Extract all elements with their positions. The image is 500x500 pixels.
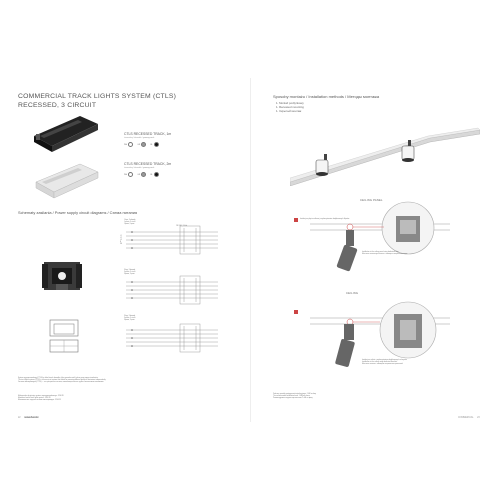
product-1-info xyxy=(124,132,171,147)
ceiling-panel-detail xyxy=(290,200,476,292)
ceiling-detail xyxy=(290,296,476,388)
diagram-3-line: 3 fazy, 3 obwody xyxy=(124,316,136,317)
white-swatch xyxy=(128,142,133,147)
footer-right xyxy=(458,417,480,419)
brand-logo: nowodvorski xyxy=(24,417,39,419)
wire-label: PE xyxy=(120,244,123,246)
panel-note-line: Монтаж в потолочную панель с помощью специальных клипс. xyxy=(362,254,409,256)
install-note-line: Рекомендуемая нагрузка при монтаже: 1 кВт на фазу xyxy=(273,398,313,400)
panel-note-line: Installation in the ceiling panel using dedicated clips. xyxy=(362,252,399,253)
black-swatch xyxy=(154,172,159,177)
ceiling-label: CEILING xyxy=(346,292,359,295)
diagram-1-line: 1 фаза, 3 цепи xyxy=(124,224,135,226)
color-label: GR xyxy=(137,173,141,176)
ceiling-note-line: Instalacja w suficie z wykorzystaniem dedykowanych uchwytów. xyxy=(362,360,408,361)
left-page-number: 22 xyxy=(18,417,21,419)
wire-labels xyxy=(120,236,122,246)
product-2-name: CTLS RECESSED TRACK, 2m xyxy=(124,162,172,166)
method-line: 1. Скрытый монтаж xyxy=(276,108,302,113)
limit-line: Максимальная нагрузка системы шинопроводов : 3200 W xyxy=(18,400,61,402)
ceiling-notes xyxy=(362,360,407,367)
diagram-2-caption xyxy=(124,270,135,276)
product-2-info xyxy=(124,162,171,177)
gray-swatch xyxy=(141,142,146,147)
footer-left xyxy=(18,417,38,419)
installation-load-notes xyxy=(273,394,316,401)
ceiling-panel-label: CEILING PANEL xyxy=(360,199,383,202)
ceiling-zoom-circle xyxy=(380,302,436,358)
page-title xyxy=(18,93,176,110)
diagram-1-caption xyxy=(124,220,135,226)
description-line: The track lights system (CTLS) is a three-circuit system that allows for powering different groups of luminaires independently. xyxy=(18,380,106,382)
method-line: 1. Montaż podtynkowy xyxy=(276,101,304,105)
wire-label: N xyxy=(120,242,122,244)
color-label: BL xyxy=(150,143,153,146)
description-line: System szynoprzewodowy (CTLS) to układ trzech obwodów, który pozwala zasilić różne grupy opraw niezależnie. xyxy=(18,378,99,379)
wire-label: L2 xyxy=(120,238,122,240)
product-2-colors xyxy=(124,172,171,177)
product-image-black-track xyxy=(30,112,102,156)
track-profile-drawing xyxy=(44,316,84,356)
product-2-subtitle: ściemnialny / dimmable / диммируемый xyxy=(124,167,155,169)
diagram-1-line: 1 faza, 3 obwody xyxy=(124,220,136,221)
track-cross-section-image xyxy=(40,258,84,294)
panel-callout xyxy=(300,219,350,221)
product-image-white-track xyxy=(32,160,102,200)
product-1-subtitle: ściemnialny / dimmable / диммируемый xyxy=(124,137,155,139)
ceiling-panel-notes xyxy=(362,252,408,256)
color-label: WH xyxy=(124,173,128,176)
installation-title: Sposoby montażu / Installation methods / Методы монтажа xyxy=(273,94,380,99)
wire-label: L1 xyxy=(120,236,122,237)
track-installation-illustration xyxy=(290,116,480,186)
limit-line: Maksymalne obciążenie systemu szynoprzewodowego : 3200 W xyxy=(18,396,64,397)
right-page-number: 23 xyxy=(477,417,480,419)
product-1-colors xyxy=(124,142,171,147)
gray-swatch xyxy=(141,172,146,177)
load-limits xyxy=(18,396,64,403)
page-title-line-1: COMMERCIAL TRACK LIGHTS SYSTEM (CTLS) xyxy=(18,93,177,100)
white-swatch xyxy=(128,172,133,177)
system-description xyxy=(18,378,106,385)
install-note-line: The recommended installation load: 1 kW per phase xyxy=(273,396,310,398)
ceiling-panel-zoom-circle xyxy=(382,202,434,254)
installation-methods xyxy=(276,102,304,113)
spotlight-1 xyxy=(316,154,328,176)
ceiling-note-line: Монтаж в потолок с помощью специальных креплений. xyxy=(362,364,404,366)
diagram-1-voltage: 230 V AC, 50 Hz xyxy=(176,226,188,227)
color-label: GR xyxy=(137,143,141,146)
diagram-2-line: 3 фазы, 3 цепи xyxy=(124,274,135,276)
product-1-name: CTLS RECESSED TRACK, 1m xyxy=(124,132,172,136)
color-label: BL xyxy=(150,173,153,176)
wire-label: L3 xyxy=(120,240,122,242)
page-title-line-2: RECESSED, 3 CIRCUIT xyxy=(18,101,97,109)
panel-callout-line: Instalacja w płycie sufitowej z wykorzystaniem dedykowanych klipsów. xyxy=(300,219,350,220)
section-name: COMMERCIAL xyxy=(458,417,474,419)
diagram-3-line: 3 фазы, 3 цепи xyxy=(124,320,135,322)
description-line: Система шинопроводов (CTLS) — это трёхцепная система, позволяющая питать группы светильников независимо. xyxy=(18,382,104,384)
diagram-3-line: 3 phase, 3 circuit xyxy=(124,318,136,320)
wiring-diagrams xyxy=(118,218,230,362)
schematics-title: Schematy zasilania / Power supply circuit diagrams / Схема питания xyxy=(18,210,138,215)
black-swatch xyxy=(154,142,159,147)
install-note-line: Zalecany sposób postępowania instalacyjnego: 1 kW na fazę xyxy=(273,394,317,395)
page-gutter xyxy=(250,78,251,422)
diagram-2-line: 3 phase, 3 circuit xyxy=(124,272,136,274)
diagram-2-line: 3 fazy, 3 obwody xyxy=(124,270,136,271)
ceiling-note-line: Installation in the ceiling using dedicated brackets. xyxy=(362,362,398,364)
limit-line: Maximum load of track lights system : 3200 W xyxy=(18,398,51,400)
diagram-3-caption xyxy=(124,316,135,322)
diagram-1-line: 1 phase, 3 circuit xyxy=(124,222,136,224)
method-line: 1. Recessed mounting xyxy=(276,104,304,109)
color-label: WH xyxy=(124,143,128,146)
